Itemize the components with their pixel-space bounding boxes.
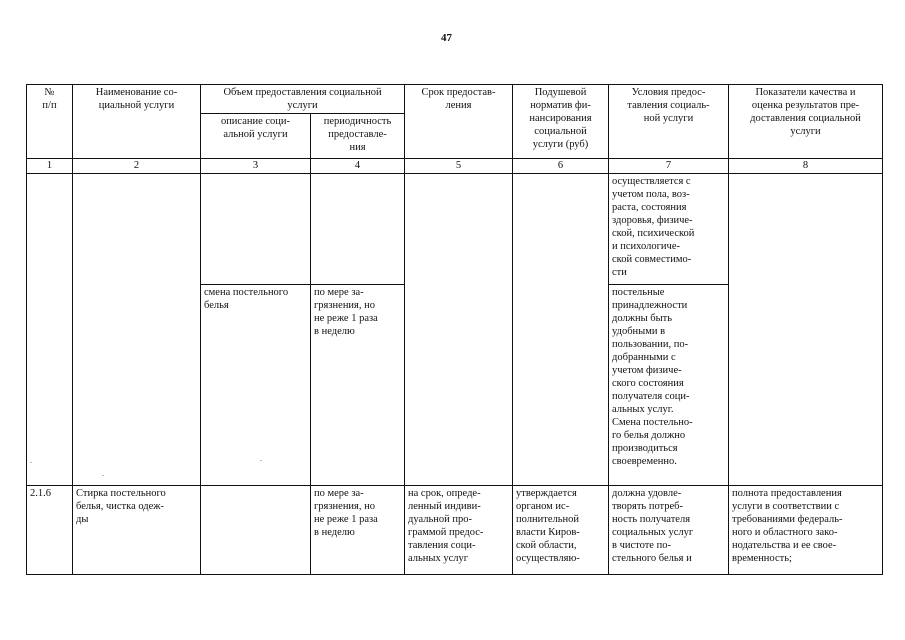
header-provision-conditions: Условия предос- тавления социаль- ной услуги (609, 85, 729, 159)
header-funding-norm: Подушевой норматив фи- нансирования социальной услуги (руб) (513, 85, 609, 159)
scan-speck: . (102, 469, 104, 478)
cell-number: 2.1.6 (27, 486, 73, 575)
header-number: № п/п (27, 85, 73, 159)
column-number: 7 (609, 159, 729, 174)
column-number: 2 (73, 159, 201, 174)
header-quality-indicators: Показатели качества и оценка результатов пре- доставления социальной услуги (729, 85, 883, 159)
table-row (27, 174, 883, 285)
page-number: 47 (441, 32, 452, 44)
cell-periodicity (311, 174, 405, 285)
column-number: 8 (729, 159, 883, 174)
cell-funding-norm (513, 174, 609, 486)
column-number: 3 (201, 159, 311, 174)
social-services-table (26, 84, 883, 575)
cell-periodicity: по мере за- грязнения, но не реже 1 раза в неделю (311, 486, 405, 575)
header-periodicity: периодичность предоставле- ния (311, 114, 405, 159)
scan-speck: . (260, 454, 262, 463)
cell-service-name: Стирка постельного белья, чистка одеж- ды (73, 486, 201, 575)
table-header-row (27, 85, 883, 114)
header-service-name: Наименование со- циальной услуги (73, 85, 201, 159)
cell-service-name (73, 174, 201, 486)
cell-provision-term (405, 174, 513, 486)
table-row (27, 486, 883, 575)
cell-conditions: постельные принадлежности должны быть удобными в пользовании, по- добранными с учетом физиче- ского состояния получателя соци- альных услуг. Смена постельно- го белья должно производиться своевременно. (609, 285, 729, 486)
header-service-volume: Объем предоставления социальной услуги (201, 85, 405, 114)
cell-conditions: должна удовле- творять потреб- ность получателя социальных услуг в чистоте по- стельного белья и (609, 486, 729, 575)
column-number: 1 (27, 159, 73, 174)
cell-service-description (201, 486, 311, 575)
cell-quality: полнота предоставления услуги в соответствии с требованиями федераль- ного и областного зако- нодательства и ее свое- временность; (729, 486, 883, 575)
column-number-row (27, 159, 883, 174)
cell-periodicity: по мере за- грязнения, но не реже 1 раза в неделю (311, 285, 405, 486)
column-number: 6 (513, 159, 609, 174)
header-provision-term: Срок предостав- ления (405, 85, 513, 159)
header-service-description: описание соци- альной услуги (201, 114, 311, 159)
column-number: 4 (311, 159, 405, 174)
scan-speck: . (30, 456, 32, 465)
cell-service-description (201, 174, 311, 285)
cell-provision-term: на срок, опреде- ленный индиви- дуальной про- граммой предос- тавления соци- альных услуг (405, 486, 513, 575)
cell-funding-norm: утверждается органом ис- полнительной власти Киров- ской области, осуществляю- (513, 486, 609, 575)
cell-number (27, 174, 73, 486)
cell-service-description: смена постельного белья (201, 285, 311, 486)
cell-quality (729, 174, 883, 486)
cell-conditions: осуществляется с учетом пола, воз- раста, состояния здоровья, физиче- ской, психической и психологиче- ской совместимо- сти (609, 174, 729, 285)
column-number: 5 (405, 159, 513, 174)
